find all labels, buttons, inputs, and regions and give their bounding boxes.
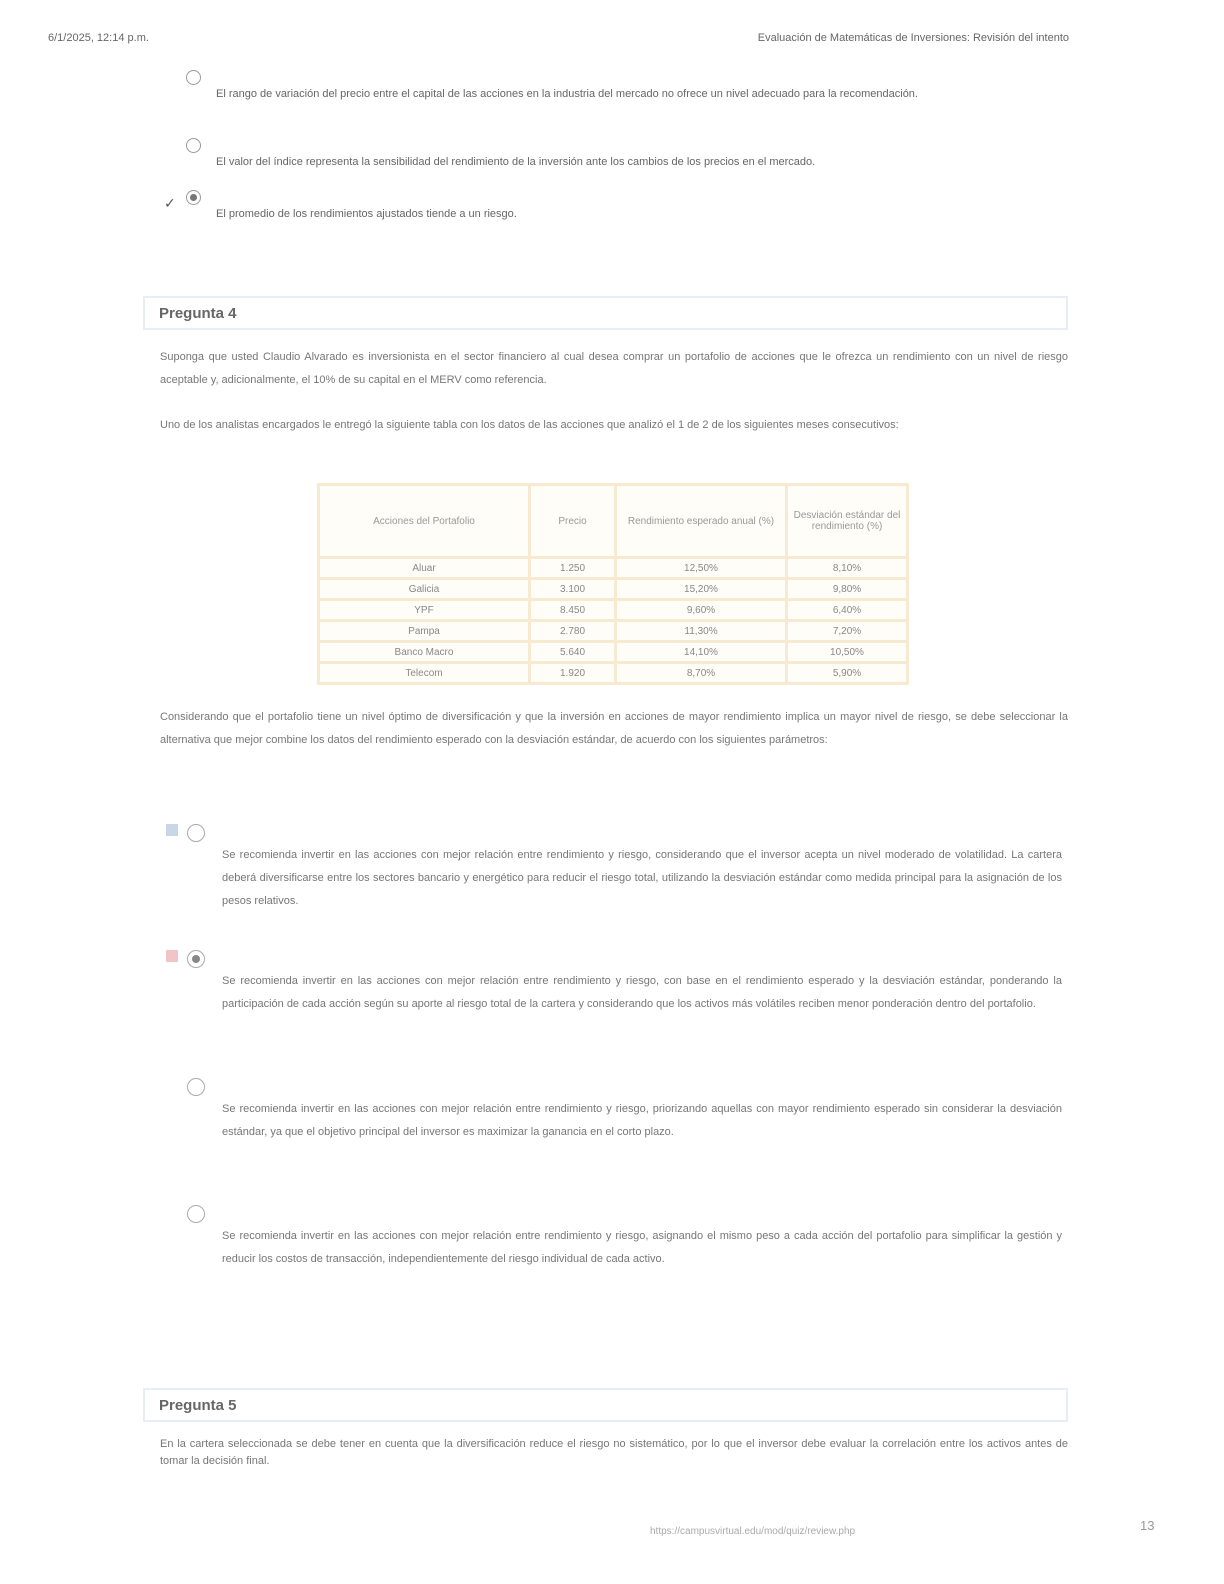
table-header: Rendimiento esperado anual (%): [616, 485, 787, 558]
question-4-label: Pregunta 4: [159, 305, 237, 322]
table-cell: 14,10%: [616, 642, 787, 663]
question-5-text: En la cartera seleccionada se debe tener en cuenta que la diversificación reduce el riesgo no sistemático, por lo que el inversor debe evaluar la correlación entre los activos antes de tomar la decisión final.: [160, 1438, 1068, 1467]
table-cell: 1.920: [530, 663, 616, 684]
table-cell: 15,20%: [616, 579, 787, 600]
header-title: Evaluación de Matemáticas de Inversiones: Revisión del intento: [757, 32, 1069, 44]
question-5-label: Pregunta 5: [159, 1397, 237, 1414]
table-cell: 2.780: [530, 621, 616, 642]
question-4-intro: Suponga que usted Claudio Alvarado es inversionista en el sector financiero al cual desea comprar un portafolio de acciones que le ofrezca un rendimiento con un nivel de riesgo aceptable y, adicionalmente, el 10% de su capital en el MERV como referencia.: [160, 351, 1068, 386]
table-cell: 7,20%: [787, 621, 908, 642]
checkmark-icon: ✓: [164, 196, 176, 212]
table-cell: 11,30%: [616, 621, 787, 642]
table-cell: 1.250: [530, 558, 616, 579]
table-cell: 9,60%: [616, 600, 787, 621]
option-text: Se recomienda invertir en las acciones con mejor relación entre rendimiento y riesgo, con base en el rendimiento esperado y la desviación estándar, ponderando la participación de cada acción según su aporte al riesgo total de la cartera y considerando que los activos más volátiles reciben menor ponderación dentro del portafolio.: [222, 975, 1062, 1010]
table-cell: 3.100: [530, 579, 616, 600]
feedback-marker: [166, 950, 178, 962]
table-cell: 5,90%: [787, 663, 908, 684]
header-date: 6/1/2025, 12:14 p.m.: [48, 32, 149, 44]
table-header: Acciones del Portafolio: [319, 485, 530, 558]
table-cell: 10,50%: [787, 642, 908, 663]
option-text: Se recomienda invertir en las acciones con mejor relación entre rendimiento y riesgo, asignando el mismo peso a cada acción del portafolio para simplificar la gestión y reducir los costos de transacción, independientemente del riesgo individual de cada activo.: [222, 1230, 1062, 1265]
radio-button[interactable]: [187, 824, 205, 842]
question-4-header: [143, 296, 1068, 330]
question-4-intro-2: Uno de los analistas encargados le entregó la siguiente tabla con los datos de las acciones que analizó el 1 de 2 de los siguientes meses consecutivos:: [160, 419, 899, 431]
table-cell: 5.640: [530, 642, 616, 663]
feedback-marker: [166, 824, 178, 836]
table-row: [319, 558, 908, 579]
table-cell: Telecom: [319, 663, 530, 684]
table-cell: Aluar: [319, 558, 530, 579]
table-cell: 8,10%: [787, 558, 908, 579]
question-5-header: [143, 1388, 1068, 1422]
table-cell: Pampa: [319, 621, 530, 642]
table-row: [319, 600, 908, 621]
table-row: [319, 663, 908, 684]
table-cell: 8,70%: [616, 663, 787, 684]
option-text: El valor del índice representa la sensibilidad del rendimiento de la inversión ante los cambios de los precios en el mercado.: [216, 156, 816, 168]
table-cell: 12,50%: [616, 558, 787, 579]
page-number: 13: [1140, 1518, 1155, 1533]
table-header: Desviación estándar del rendimiento (%): [787, 485, 908, 558]
footer-url[interactable]: https://campusvirtual.edu/mod/quiz/review.php: [650, 1526, 856, 1537]
radio-button[interactable]: [187, 1078, 205, 1096]
radio-button[interactable]: [187, 950, 205, 968]
table-row: [319, 579, 908, 600]
table-row: [319, 642, 908, 663]
table-cell: YPF: [319, 600, 530, 621]
table-cell: 8.450: [530, 600, 616, 621]
table-cell: Banco Macro: [319, 642, 530, 663]
option-text: Se recomienda invertir en las acciones con mejor relación entre rendimiento y riesgo, considerando que el inversor acepta un nivel moderado de volatilidad. La cartera deberá diversificarse entre los sectores bancario y energético para reducir el riesgo total, utilizando la desviación estándar como medida principal para la asignación de los pesos relativos.: [222, 849, 1062, 907]
option-text: Se recomienda invertir en las acciones con mejor relación entre rendimiento y riesgo, priorizando aquellas con mayor rendimiento esperado sin considerar la desviación estándar, ya que el objetivo principal del inversor es maximizar la ganancia en el corto plazo.: [222, 1103, 1062, 1138]
table-header: Precio: [530, 485, 616, 558]
table-row: [319, 621, 908, 642]
option-text: El rango de variación del precio entre el capital de las acciones en la industria del mercado no ofrece un nivel adecuado para la recomendación.: [216, 88, 918, 100]
radio-button[interactable]: [187, 1205, 205, 1223]
table-cell: 6,40%: [787, 600, 908, 621]
option-text: El promedio de los rendimientos ajustados tiende a un riesgo.: [216, 208, 517, 220]
portfolio-table: [317, 483, 909, 685]
question-4-analysis: Considerando que el portafolio tiene un nivel óptimo de diversificación y que la inversión en acciones de mayor rendimiento implica un mayor nivel de riesgo, se debe seleccionar la alternativa que mejor combine los datos del rendimiento esperado con la desviación estándar, de acuerdo con los siguientes parámetros:: [160, 711, 1068, 746]
radio-button[interactable]: [186, 190, 201, 205]
radio-button[interactable]: [186, 138, 201, 153]
radio-button[interactable]: [186, 70, 201, 85]
table-cell: 9,80%: [787, 579, 908, 600]
table-cell: Galicia: [319, 579, 530, 600]
